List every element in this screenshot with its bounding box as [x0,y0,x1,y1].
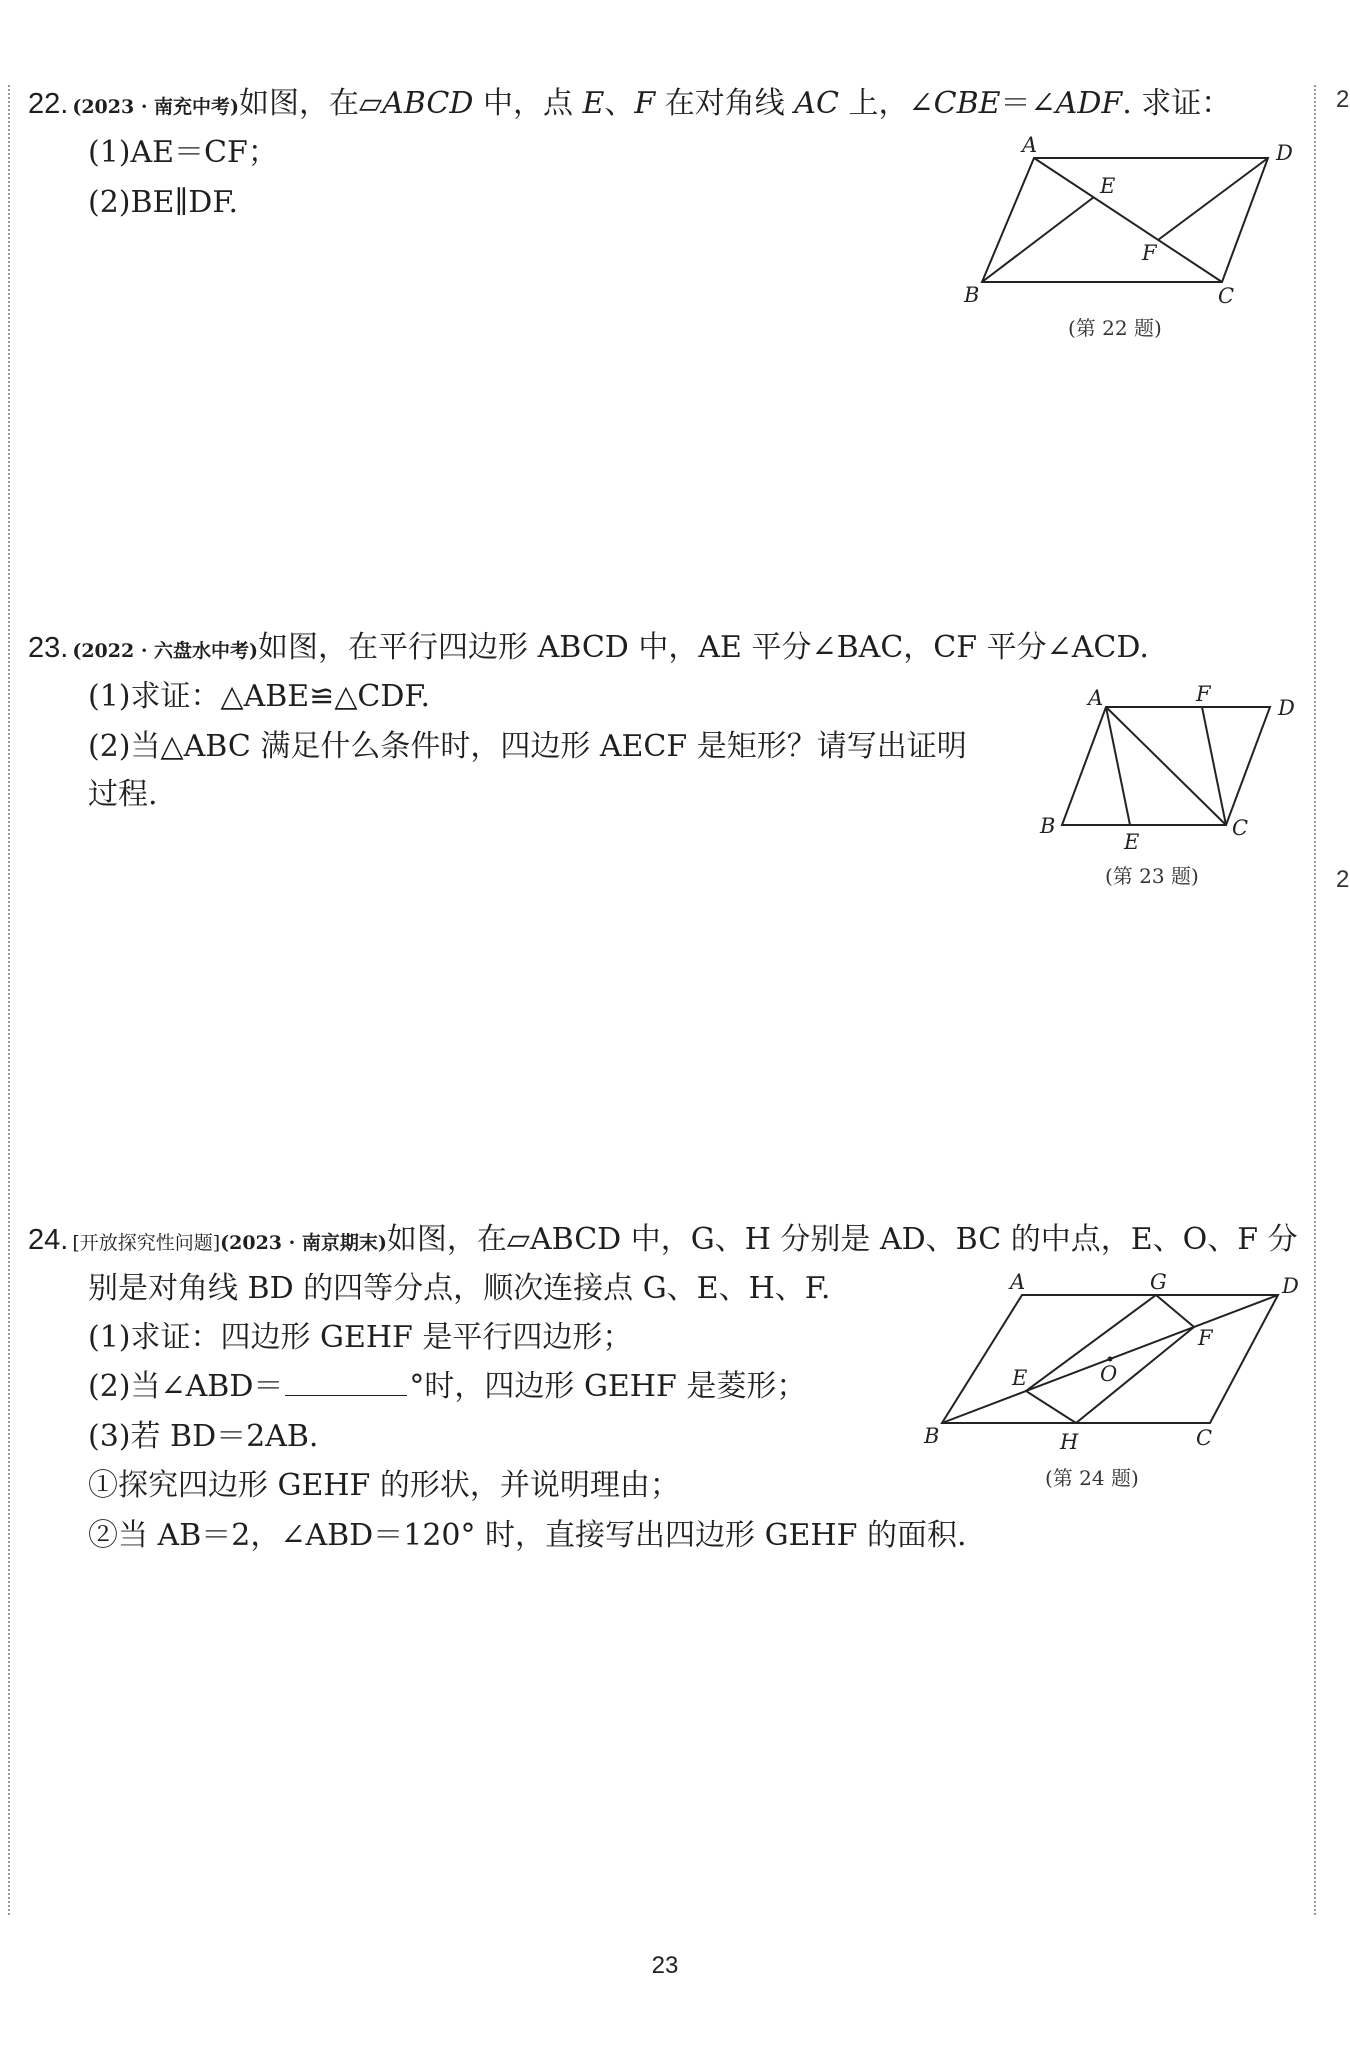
fig23-label-a: A [1088,686,1104,710]
figure-23 [1030,675,1310,855]
problem-22-question-1: (1)AE＝CF； [88,135,278,170]
problem-22-stem: 22. (2023 · 南充中考)如图，在▱ABCD 中，点 E、F 在对角线 AC 上，∠CBE＝∠ADF. 求证： [28,86,1232,121]
fig22-label-b: B [964,283,980,307]
answer-blank[interactable] [285,1367,407,1396]
problem-23-stem: 如图，在平行四边形 ABCD 中，AE 平分∠BAC，CF 平分∠ACD. [258,630,1149,665]
fig24-label-g: G [1150,1270,1167,1294]
fig22-label-c: C [1218,284,1235,308]
fig24-point-o [1108,1357,1113,1362]
adjacent-page-digit: 2 [1336,86,1350,113]
problem-24-stem-line-1: 如图，在▱ABCD 中，G、H 分别是 AD、BC 的中点，E、O、F 分 [386,1222,1298,1257]
fig23-diagonal-ac [1106,707,1226,825]
problem-24-question-2: (2)当∠ABD＝ °时，四边形 GEHF 是菱形； [88,1369,807,1404]
fig24-label-d: D [1282,1274,1299,1298]
problem-23-question-1: (1)求证：△ABE≌△CDF. [88,679,431,714]
problem-24-header: 24. [开放探究性问题](2023 · 南京期末)如图，在▱ABCD 中，G、H 分别是 AD、BC 的中点，E、O、F 分 [28,1222,1298,1257]
fig22-segment-df [1158,158,1268,240]
fig22-label-d: D [1276,141,1293,165]
problem-24-question-1: (1)求证：四边形 GEHF 是平行四边形； [88,1320,633,1355]
fig22-parallelogram [982,158,1268,282]
fig23-label-f: F [1196,682,1211,706]
problem-22-question-2: (2)BE∥DF. [88,185,239,220]
fig24-label-a: A [1010,1270,1026,1294]
problem-24-question-3-2: ②当 AB＝2，∠ABD＝120° 时，直接写出四边形 GEHF 的面积. [88,1518,967,1553]
fig23-label-b: B [1040,814,1056,838]
problem-24-stem-line-2: 别是对角线 BD 的四等分点，顺次连接点 G、E、H、F. [88,1271,831,1306]
fig23-label-e: E [1124,830,1140,854]
fig24-label-o: O [1100,1362,1118,1386]
problem-24-question-3-1: ①探究四边形 GEHF 的形状，并说明理由； [88,1468,680,1503]
right-margin-dotted-line [1314,85,1316,1915]
fig22-label-e: E [1100,174,1116,198]
left-margin-dotted-line [8,85,10,1915]
fig24-label-c: C [1196,1426,1213,1450]
fig24-label-b: B [924,1424,940,1448]
problem-24-question-3: (3)若 BD＝2AB. [88,1419,319,1454]
page-number: 23 [651,1952,679,1979]
figure-22-caption: (第 22 题) [1068,316,1162,340]
figure-23-caption: (第 23 题) [1105,864,1199,888]
figure-22 [950,130,1310,315]
fig23-label-c: C [1232,816,1249,840]
figure-24-caption: (第 24 题) [1045,1466,1139,1490]
fig24-label-h: H [1060,1430,1079,1454]
fig22-label-a: A [1022,133,1038,157]
fig23-segment-ae [1106,707,1130,825]
problem-23-question-2-line-2: 过程. [88,777,158,812]
problem-23-header: 23. (2022 · 六盘水中考)如图，在平行四边形 ABCD 中，AE 平分∠BAC，CF 平分∠ACD. [28,630,1149,665]
fig23-segment-cf [1202,707,1226,825]
fig24-label-e: E [1012,1366,1028,1390]
adjacent-page-digit: 2 [1336,866,1350,893]
fig22-label-f: F [1142,241,1157,265]
figure-24 [910,1265,1310,1455]
problem-23-question-2-line-1: (2)当△ABC 满足什么条件时，四边形 AECF 是矩形？请写出证明 [88,729,967,764]
fig23-label-d: D [1278,696,1295,720]
fig24-label-f: F [1198,1326,1213,1350]
